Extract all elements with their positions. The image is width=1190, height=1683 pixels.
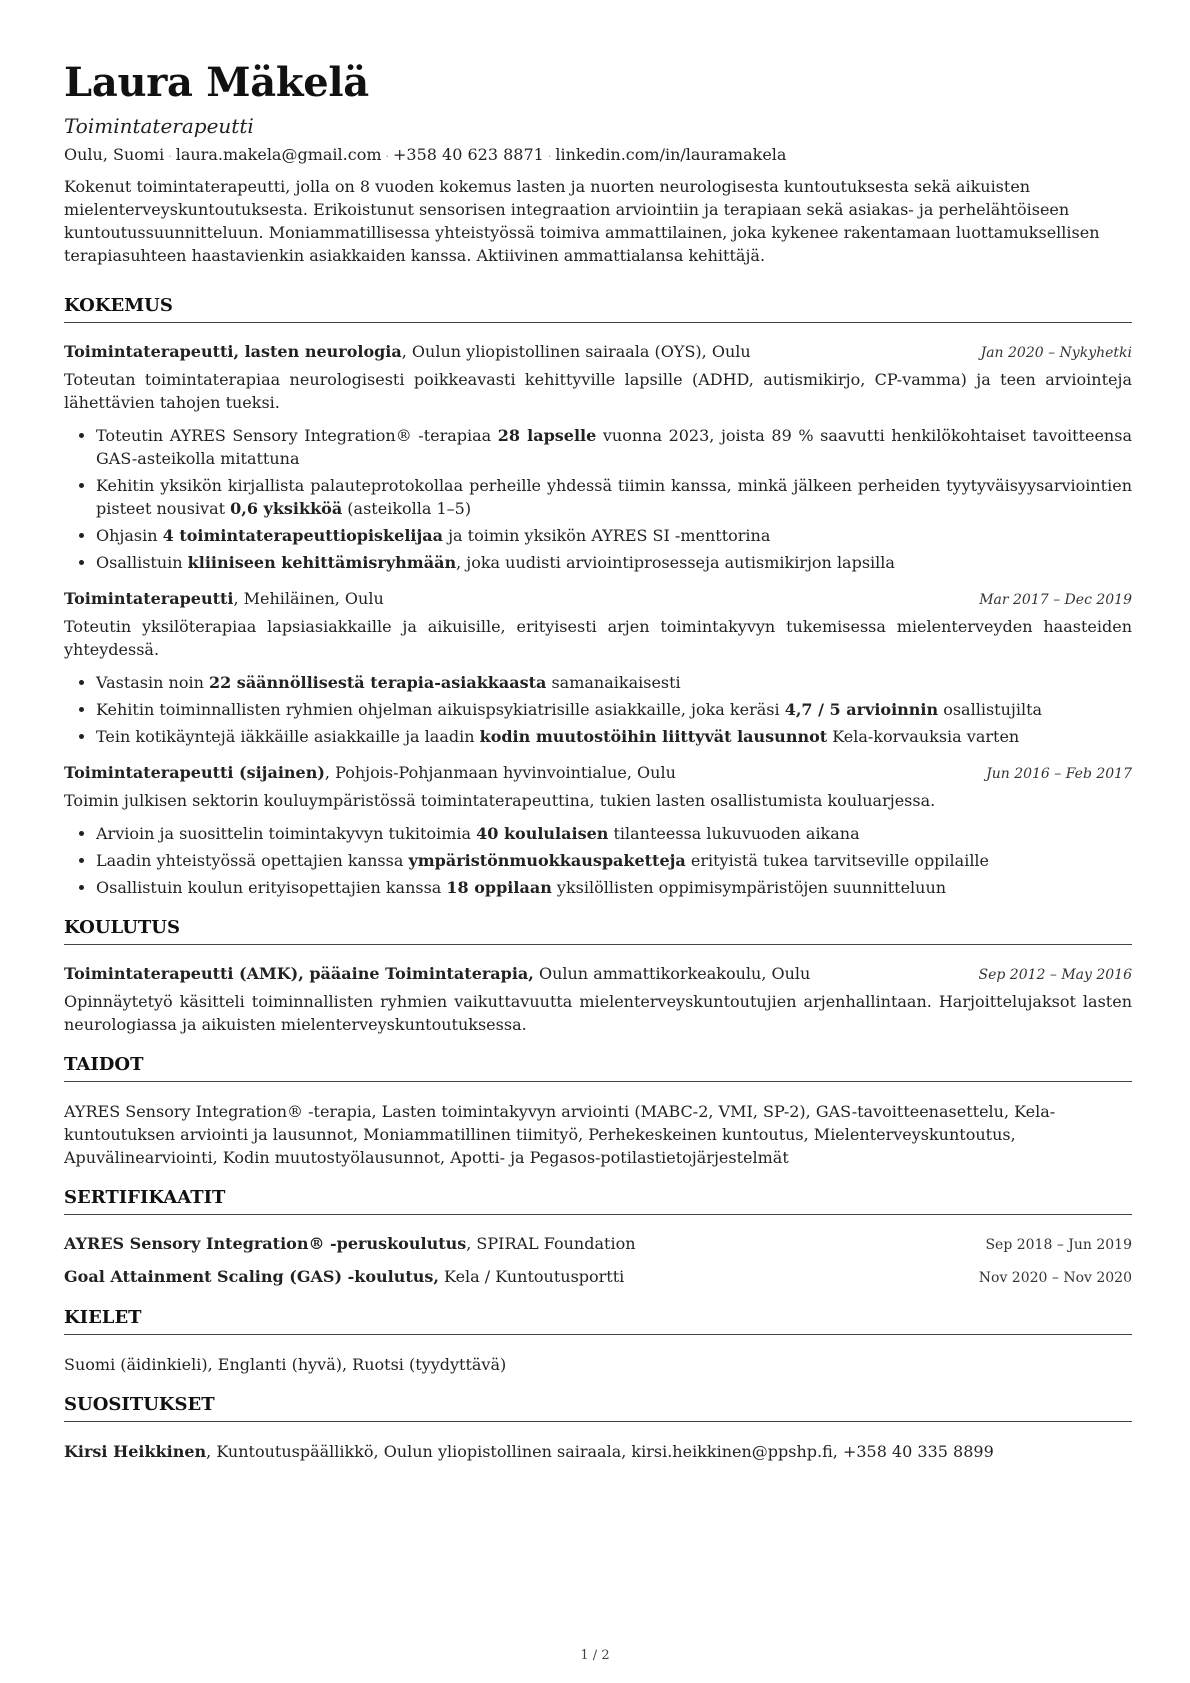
resume-page xyxy=(64,60,1132,1463)
entry-description: Toteutan toimintaterapiaa neurologisesti poikkeavasti kehittyville lapsille (ADHD, autismikirjo, CP-vamma) ja teen arviointeja lähettävien tahojen tueksi. xyxy=(64,370,1132,413)
bullet-item: • Osallistuin koulun erityisopettajien kanssa 18 oppilaan yksilöllisten oppimisympäristöjen suunnitteluun xyxy=(96,876,1132,899)
certificate-entry xyxy=(64,1266,1132,1289)
bullet-item: • Ohjasin 4 toimintaterapeuttiopiskelijaa ja toimin yksikön AYRES SI -menttorina xyxy=(96,524,1132,547)
skills-section xyxy=(64,1054,1132,1169)
reference-details: , Kuntoutuspäällikkö, Oulun yliopistollinen sairaala, kirsi.heikkinen@ppshp.fi, +358 40 335 8899 xyxy=(206,1442,994,1462)
references-section xyxy=(64,1394,1132,1463)
experience-entry xyxy=(64,341,1132,574)
skills-list: AYRES Sensory Integration® -terapia, Lasten toimintakyvyn arviointi (MABC-2, VMI, SP-2), GAS-tavoitteenasettelu, Kela-kuntoutuksen arviointi ja lausunnot, Moniammatillinen tiimityö, Perhekeskeinen kuntoutus, Mielenterveyskuntoutus, Apuvälinearviointi, Kodin muutostyölausunnot, Apotti- ja Pegasos-potilastietojärjestelmät xyxy=(64,1102,1056,1168)
certificate-date: Nov 2020 – Nov 2020 xyxy=(978,1270,1132,1287)
bullet-item: • Vastasin noin 22 säännöllisestä terapia-asiakkaasta samanaikaisesti xyxy=(96,671,1132,694)
section-heading: KOULUTUS xyxy=(64,917,1132,945)
contact-separator: · xyxy=(385,150,390,163)
section-heading: SERTIFIKAATIT xyxy=(64,1187,1132,1215)
entry-org: , Pohjois-Pohjanmaan hyvinvointialue, Oulu xyxy=(324,763,676,783)
certificate-issuer: Kela / Kuntoutusportti xyxy=(438,1267,625,1287)
contact-location: Oulu, Suomi xyxy=(64,145,165,164)
bullet-item: • Tein kotikäyntejä iäkkäille asiakkaille ja laadin kodin muutostöihin liittyvät lausunnot Kela-korvauksia varten xyxy=(96,725,1132,748)
languages-section xyxy=(64,1307,1132,1376)
contact-line xyxy=(64,144,1132,166)
reference-entry xyxy=(64,1440,1132,1463)
bullet-item: • Osallistuin kliiniseen kehittämisryhmään, joka uudisti arviointiprosesseja autismikirjon lapsilla xyxy=(96,551,1132,574)
entry-degree: Toimintaterapeutti (AMK), pääaine Toimintaterapia, xyxy=(64,964,534,984)
contact-separator: · xyxy=(168,150,172,163)
entry-bullets xyxy=(64,424,1132,574)
entry-date: Jan 2020 – Nykyhetki xyxy=(980,345,1132,362)
experience-section xyxy=(64,295,1132,899)
summary: Kokenut toimintaterapeutti, jolla on 8 vuoden kokemus lasten ja nuorten neurologisesta kuntoutuksesta sekä aikuisten mielenterveyskuntoutuksesta. Erikoistunut sensorisen integraation arviointiin ja terapiaan sekä asiakas- ja perhelähtöiseen kuntoutussuunnitteluun. Moniammatillisessa yhteistyössä toimiva ammattilainen, joka kykenee rakentamaan luottamuksellisen terapiasuhteen haastavienkin asiakkaiden kanssa. Aktiivinen ammattialansa kehittäjä. xyxy=(64,177,1100,266)
entry-org: , Oulun yliopistollinen sairaala (OYS), Oulu xyxy=(401,342,751,362)
reference-name: Kirsi Heikkinen xyxy=(64,1442,207,1462)
candidate-name: Laura Mäkelä xyxy=(64,59,369,106)
bullet-item: • Arvioin ja suosittelin toimintakyvyn tukitoimia 40 koululaisen tilanteessa lukuvuoden aikana xyxy=(96,822,1132,845)
entry-org: , Mehiläinen, Oulu xyxy=(233,589,384,609)
entry-bullets xyxy=(64,822,1132,899)
languages-list: Suomi (äidinkieli), Englanti (hyvä), Ruotsi (tyydyttävä) xyxy=(64,1355,507,1375)
entry-date: Mar 2017 – Dec 2019 xyxy=(979,592,1132,609)
experience-entry xyxy=(64,762,1132,899)
contact-linkedin[interactable]: linkedin.com/in/lauramakela xyxy=(555,145,787,164)
contact-phone[interactable]: +358 40 623 8871 xyxy=(393,145,544,164)
entry-role: Toimintaterapeutti xyxy=(64,589,234,609)
certificate-issuer: , SPIRAL Foundation xyxy=(466,1234,636,1254)
bullet-item: • Kehitin yksikön kirjallista palauteprotokollaa perheille yhdessä tiimin kanssa, minkä jälkeen perheiden tyytyväisyysarviointien pisteet nousivat 0,6 yksikköä (asteikolla 1–5) xyxy=(96,474,1132,520)
section-heading: KIELET xyxy=(64,1307,1132,1335)
entry-description: Toteutin yksilöterapiaa lapsiasiakkaille ja aikuisille, erityisesti arjen toimintakyvyn tukemisessa mielenterveyden haasteiden yhteydessä. xyxy=(64,617,1132,660)
entry-date: Jun 2016 – Feb 2017 xyxy=(986,766,1132,783)
certificate-entry xyxy=(64,1233,1132,1256)
section-heading: KOKEMUS xyxy=(64,295,1132,323)
entry-school: Oulun ammattikorkeakoulu, Oulu xyxy=(533,964,811,984)
certificate-date: Sep 2018 – Jun 2019 xyxy=(985,1237,1132,1254)
bullet-item: • Laadin yhteistyössä opettajien kanssa ympäristönmuokkauspaketteja erityistä tukea tarvitseville oppilaille xyxy=(96,849,1132,872)
candidate-title: Toimintaterapeutti xyxy=(64,114,254,138)
education-entry xyxy=(64,963,1132,1036)
section-heading: SUOSITUKSET xyxy=(64,1394,1132,1422)
entry-date: Sep 2012 – May 2016 xyxy=(978,967,1132,984)
certificate-name: Goal Attainment Scaling (GAS) -koulutus, xyxy=(64,1267,439,1287)
entry-bullets xyxy=(64,671,1132,748)
certificate-name: AYRES Sensory Integration® -peruskoulutus xyxy=(64,1234,467,1254)
education-section xyxy=(64,917,1132,1036)
bullet-item: • Toteutin AYRES Sensory Integration® -terapiaa 28 lapselle vuonna 2023, joista 89 % saavutti henkilökohtaiset tavoitteensa GAS-asteikolla mitattuna xyxy=(96,424,1132,470)
entry-description: Toimin julkisen sektorin kouluympäristössä toimintaterapeuttina, tukien lasten osallistumista kouluarjessa. xyxy=(64,791,936,811)
bullet-item: • Kehitin toiminnallisten ryhmien ohjelman aikuispsykiatrisille asiakkaille, joka keräsi 4,7 / 5 arvioinnin osallistujilta xyxy=(96,698,1132,721)
contact-email[interactable]: laura.makela@gmail.com xyxy=(175,145,382,164)
entry-role: Toimintaterapeutti, lasten neurologia xyxy=(64,342,402,362)
entry-role: Toimintaterapeutti (sijainen) xyxy=(64,763,325,783)
page-number: 1 / 2 xyxy=(580,1648,610,1663)
experience-entry xyxy=(64,588,1132,748)
section-heading: TAIDOT xyxy=(64,1054,1132,1082)
certificates-section xyxy=(64,1187,1132,1289)
entry-description: Opinnäytetyö käsitteli toiminnallisten ryhmien vaikuttavuutta mielenterveyskuntoutujien arjenhallintaan. Harjoittelujaksot lasten neurologiassa ja aikuisten mielenterveyskuntoutuksessa. xyxy=(64,992,1132,1035)
contact-separator: · xyxy=(547,150,552,163)
